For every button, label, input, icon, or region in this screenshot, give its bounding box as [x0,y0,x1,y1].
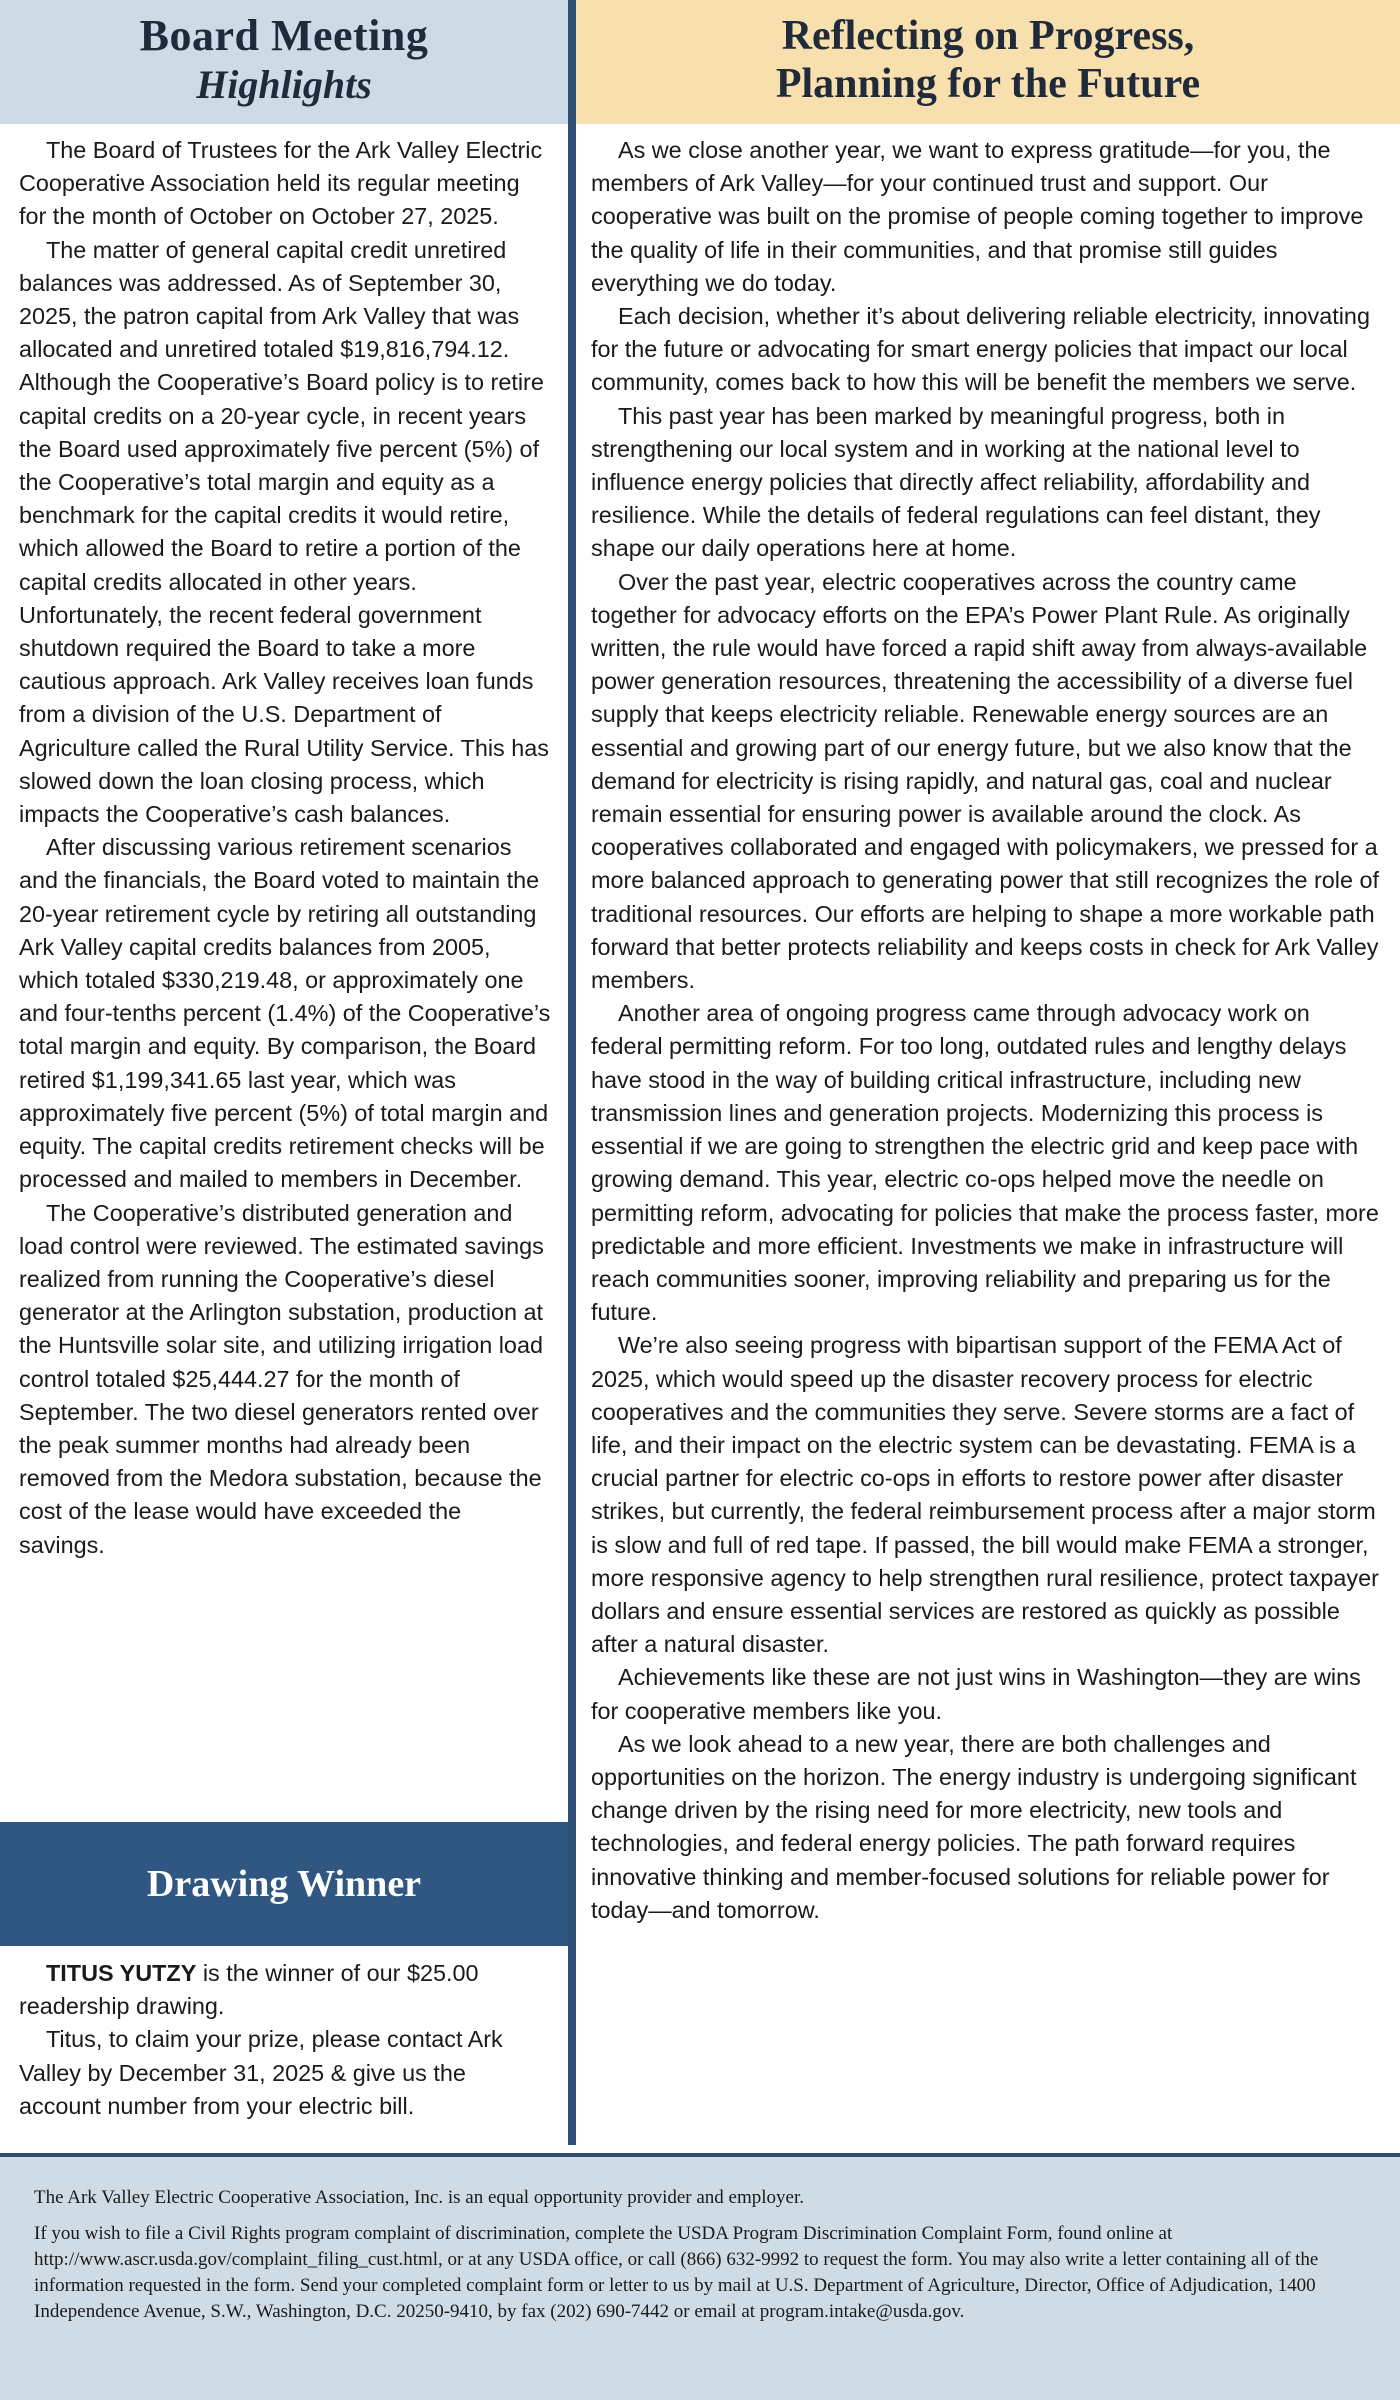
board-highlights-subtitle: Highlights [196,62,372,107]
article-paragraph: We’re also seeing progress with bipartisan support of the FEMA Act of 2025, which would speed up the disaster recovery process for electric cooperatives and the communities they serve. Severe storms are a fact of life, and their impact on the electric system can be devastating. FEMA is a crucial partner for electric co-ops in efforts to restore power after disaster strikes, but currently, the federal reimbursement process after a major storm is slow and full of red tape. If passed, the bill would make FEMA a stronger, more responsive agency to help strengthen rural resilience, protect taxpayer dollars and ensure essential services are restored as quickly as possible after a natural disaster. [591,1332,1379,1658]
article-paragraph: This past year has been marked by meaningful progress, both in strengthening our local system and in working at the national level to influence energy policies that directly affect reliability, affordability and resilience. While the details of federal regulations can feel distant, they shape our daily operations here at home. [591,402,1321,562]
board-paragraph: The Cooperative’s distributed generation and load control were reviewed. The estimated savings realized from running the Cooperative’s diesel generator at the Arlington substation, production at the Huntsville solar site, and utilizing irrigation load control totaled $25,444.27 for the month of September. The two diesel generators rented over the peak summer months had already been removed from the Medora substation, because the cost of the lease would have exceeded the savings. [19,1199,544,1558]
board-highlights-title: Board Meeting [139,11,429,60]
board-paragraph: The Board of Trustees for the Ark Valley Electric Cooperative Association held its regular meeting for the month of October on October 27, 2025. [19,137,543,230]
article-paragraph: Each decision, whether it’s about delivering reliable electricity, innovating for the future or advocating for smart energy policies that impact our local community, comes back to how this will be benefit the members we serve. [591,303,1370,396]
article-paragraph: As we look ahead to a new year, there are both challenges and opportunities on the horizon. The energy industry is undergoing significant change driven by the rising need for more electricity, new tools and technologies, and federal energy policies. The path forward requires innovative thinking and member-focused solutions for reliable power for today—and tomorrow. [591,1730,1357,1923]
board-highlights-column [0,0,576,2145]
winner-announcement: is the winner of our $25.00 readership drawing. [19,1960,479,2020]
article-paragraph: Achievements like these are not just wins in Washington—they are wins for cooperative members like you. [591,1664,1361,1724]
board-paragraph: After discussing various retirement scenarios and the financials, the Board voted to maintain the 20-year retirement cycle by retiring all outstanding Ark Valley capital credits balances from 2005, which totaled $330,219.48, or approximately one and four-tenths percent (1.4%) of the Cooperative’s total margin and equity. By comparison, the Board retired $1,199,341.65 last year, which was approximately five percent (5%) of total margin and equity. The capital credits retirement checks will be processed and mailed to members in December. [19,834,551,1193]
footer-disclaimer [0,2153,1400,2400]
article-header [576,0,1400,124]
article-body [591,134,1381,1927]
drawing-winner-title: Drawing Winner [146,1863,422,1905]
board-highlights-header [0,0,568,124]
civil-rights-complaint-notice: If you wish to file a Civil Rights program complaint of discrimination, complete the USDA Program Discrimination Complaint Form, found online at http://www.ascr.usda.gov/complaint_filing_cust.html, or at any USDA office, or call (866) 632-9992 to request the form. You may also write a letter containing all of the information requested in the form. Send your completed complaint form or letter to us by mail at U.S. Department of Agriculture, Director, Office of Adjudication, 1400 Independence Avenue, S.W., Washington, D.C. 20250-9410, by fax (202) 690-7442 or email at program.intake@usda.gov. [34,2223,1319,2322]
article-paragraph: Over the past year, electric cooperatives across the country came together for advocacy efforts on the EPA’s Power Plant Rule. As originally written, the rule would have forced a rapid shift away from always-available power generation resources, threatening the accessibility of a diverse fuel supply that keeps electricity reliable. Renewable energy sources are an essential and growing part of our energy future, but we also know that the demand for electricity is rising rapidly, and natural gas, coal and nuclear remain essential for ensuring power is available around the clock. As cooperatives collaborated and engaged with policymakers, we pressed for a more balanced approach to generating power that still recognizes the role of traditional resources. Our efforts are helping to shape a more workable path forward that better protects reliability and keeps costs in check for Ark Valley members. [591,568,1379,994]
winner-name: TITUS YUTZY [46,1960,197,1986]
drawing-winner-header [0,1822,568,1946]
article-title-line2: Planning for the Future [775,61,1201,107]
winner-paragraph [19,1957,551,2023]
drawing-winner-body [19,1957,551,2123]
board-paragraph: The matter of general capital credit unretired balances was addressed. As of September 30, 2025, the patron capital from Ark Valley that was allocated and unretired totaled $19,816,794.12. Although the Cooperative’s Board policy is to retire capital credits on a 20-year cycle, in recent years the Board used approximately five percent (5%) of the Cooperative’s total margin and equity as a benchmark for the capital credits it would retire, which allowed the Board to retire a portion of the capital credits allocated in other years. Unfortunately, the recent federal government shutdown required the Board to take a more cautious approach. Ark Valley receives loan funds from a division of the U.S. Department of Agriculture called the Rural Utility Service. This has slowed down the loan closing process, which impacts the Cooperative’s cash balances. [19,236,549,828]
winner-instructions: Titus, to claim your prize, please contact Ark Valley by December 31, 2025 & give us the account number from your electric bill. [19,2026,503,2119]
article-paragraph: As we close another year, we want to express gratitude—for you, the members of Ark Valley—for your continued trust and support. Our cooperative was built on the promise of people coming together to improve the quality of life in their communities, and that promise still guides everything we do today. [591,137,1364,296]
article-title-line1: Reflecting on Progress, [781,13,1195,59]
equal-opportunity-statement: The Ark Valley Electric Cooperative Association, Inc. is an equal opportunity provider and employer. [34,2187,805,2208]
article-paragraph: Another area of ongoing progress came through advocacy work on federal permitting reform. For too long, outdated rules and lengthy delays have stood in the way of building critical infrastructure, including new transmission lines and generation projects. Modernizing this process is essential if we are going to strengthen the electric grid and keep pace with growing demand. This year, electric co-ops helped move the needle on permitting reform, advocating for policies that make the process faster, more predictable and more efficient. Investments we make in infrastructure will reach communities sooner, improving reliability and preparing us for the future. [591,1000,1379,1326]
board-highlights-body [19,134,551,1562]
